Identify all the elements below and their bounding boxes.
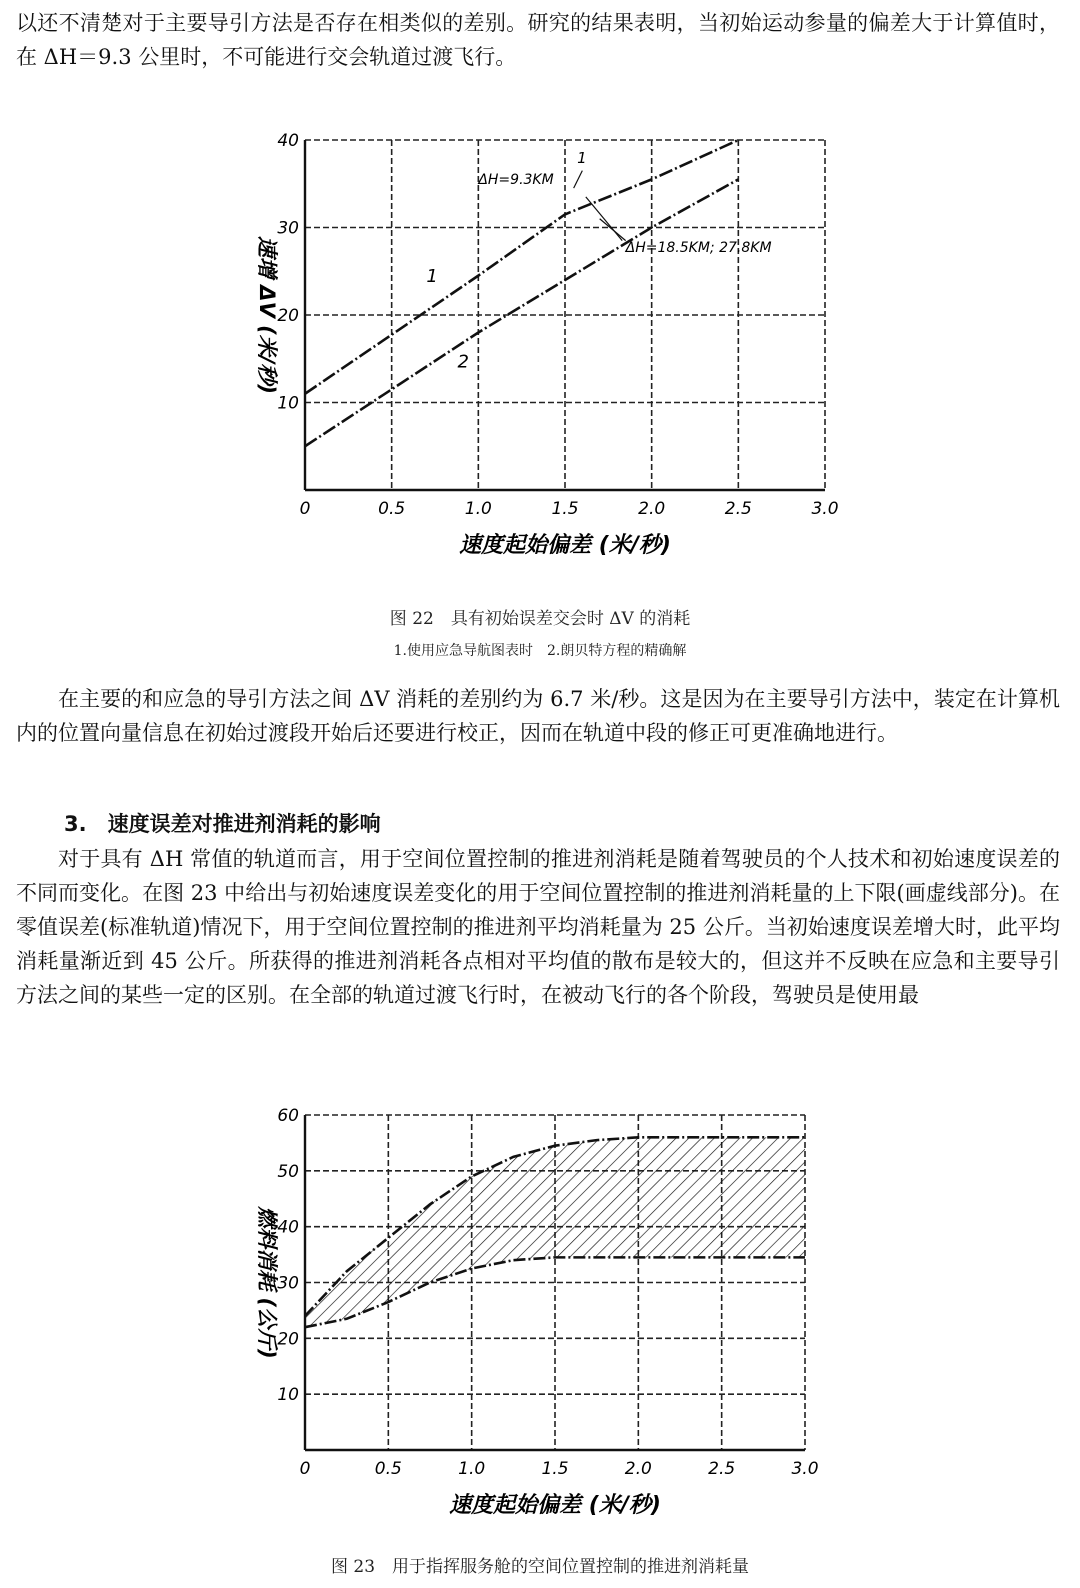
- annotation-leader: [586, 197, 622, 241]
- x-tick-label: 1.5: [541, 1459, 569, 1479]
- x-tick-label: 0: [299, 499, 311, 519]
- y-tick-label: 40: [277, 131, 299, 151]
- y-tick-label: 10: [277, 393, 299, 414]
- section-heading: 3. 速度误差对推进剂消耗的影响: [64, 812, 381, 836]
- series-line-2: [305, 179, 738, 446]
- series-label-1: 1: [426, 265, 438, 287]
- x-tick-label: 2.5: [724, 499, 752, 519]
- x-tick-label: 2.0: [624, 1459, 652, 1479]
- y-tick-label: 30: [277, 1273, 299, 1294]
- paragraph-3: 对于具有 ΔH 常值的轨道而言，用于空间位置控制的推进剂消耗是随着驾驶员的个人技术和初始速度误差的不同而变化。在图 23 中给出与初始速度误差变化的用于空间位置控制的推进剂消耗量的上下限(画虚线部分)。在零值误差(标准轨道)情况下，用于空间位置控制的推进剂平均消耗量为 25 公斤。当初始速度误差增大时，此平均消耗量渐近到 45 公斤。所获得的推进剂消耗各点相对平均值的散布是较大的，但这并不反映在应急和主要导引方法之间的某些一定的区别。在全部的轨道过渡飞行时，在被动飞行的各个阶段，驾驶员是使用最: [16, 847, 1060, 1007]
- y-tick-label: 50: [277, 1161, 299, 1182]
- x-tick-label: 1.0: [458, 1459, 486, 1479]
- figure-22-caption: 图 22 具有初始误差交会时 ΔV 的消耗: [389, 609, 691, 629]
- x-tick-label: 3.0: [811, 499, 839, 519]
- y-axis-title: 燃料消耗 (公斤): [255, 1206, 279, 1359]
- y-tick-label: 20: [277, 1329, 299, 1350]
- annotation-dh-9-3: ΔH=9.3KM: [478, 171, 554, 188]
- annotation-dh-18-5: ΔH=18.5KM; 27.8KM: [625, 240, 772, 256]
- y-tick-label: 40: [277, 1217, 299, 1238]
- y-tick-label: 10: [277, 1385, 299, 1406]
- series-label-2: 2: [457, 351, 469, 373]
- figure-22-subcaption: 1.使用应急导航图表时 2.朗贝特方程的精确解: [393, 643, 687, 659]
- y-tick-label: 30: [277, 218, 299, 239]
- series-label-1-top: 1: [577, 148, 587, 167]
- x-tick-label: 0.5: [374, 1459, 402, 1479]
- figure-22-chart: [230, 120, 850, 560]
- x-axis-title: 速度起始偏差 (米/秒): [459, 533, 671, 558]
- y-tick-label: 60: [277, 1106, 299, 1126]
- x-tick-label: 3.0: [791, 1459, 819, 1479]
- annotation-leader: [574, 171, 583, 189]
- x-axis-title: 速度起始偏差 (米/秒): [449, 1493, 661, 1518]
- paragraph-2: 在主要的和应急的导引方法之间 ΔV 消耗的差别约为 6.7 米/秒。这是因为在主要导引方法中，装定在计算机内的位置向量信息在初始过渡段开始后还要进行校正，因而在轨道中段的修正可更准确地进行。: [16, 687, 1060, 745]
- y-tick-label: 20: [277, 306, 299, 326]
- x-tick-label: 1.5: [551, 499, 579, 519]
- x-tick-label: 1.0: [464, 499, 492, 519]
- x-tick-label: 2.0: [638, 499, 666, 519]
- x-tick-label: 0: [299, 1459, 311, 1479]
- paragraph-1: 以还不清楚对于主要导引方法是否存在相类似的差别。研究的结果表明，当初始运动参量的偏差大于计算值时，在 ΔH＝9.3 公里时，不可能进行交会轨道过渡飞行。: [16, 11, 1060, 69]
- figure-23-chart: [230, 1100, 850, 1520]
- x-tick-label: 2.5: [708, 1459, 736, 1479]
- figure-23-caption: 图 23 用于指挥服务舱的空间位置控制的推进剂消耗量: [330, 1557, 750, 1577]
- x-tick-label: 0.5: [378, 499, 406, 519]
- y-axis-title: 速增 ΔV (米/秒): [255, 236, 279, 394]
- annotation-leader: [600, 219, 626, 241]
